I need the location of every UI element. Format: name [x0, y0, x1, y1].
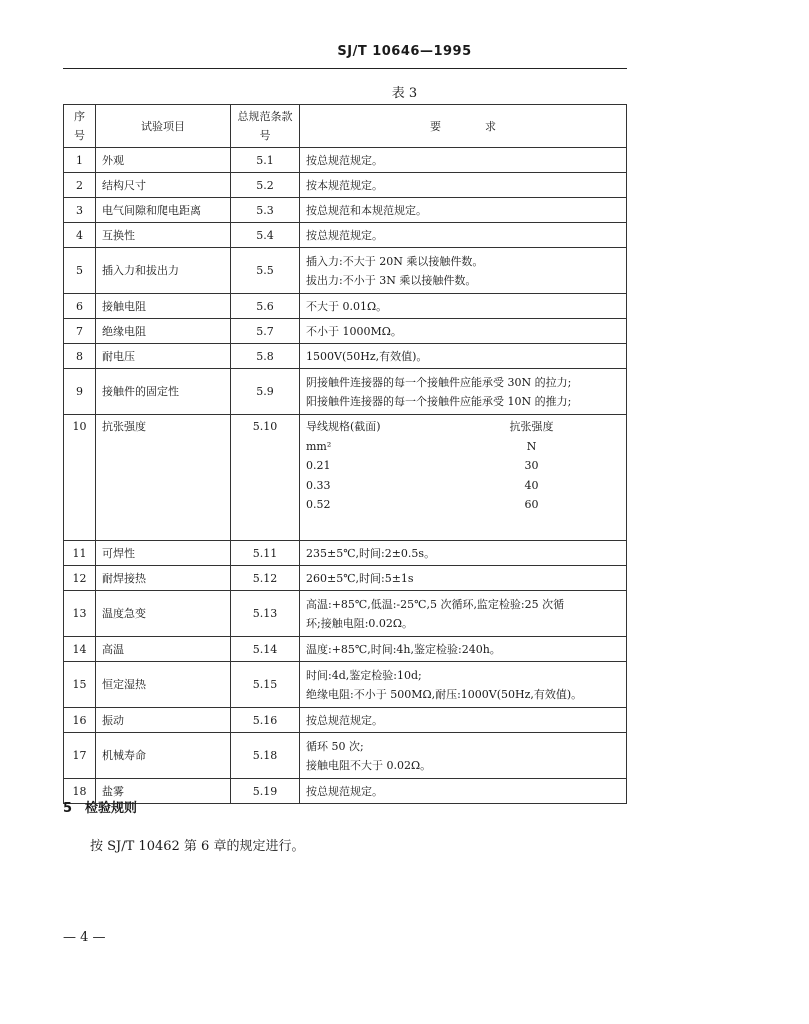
- table-row: [64, 319, 627, 344]
- cell-clause: 5.14: [231, 637, 300, 662]
- requirement-line: 接触电阻不大于 0.02Ω。: [306, 758, 432, 772]
- table-row: [64, 708, 627, 733]
- cell-requirement: [300, 662, 627, 708]
- cell-clause: 5.9: [231, 369, 300, 415]
- document-code: SJ/T 10646—1995: [337, 44, 472, 59]
- subtable-header-strength: 抗张强度: [509, 420, 554, 433]
- table-row: [64, 541, 627, 566]
- cell-no: 15: [64, 662, 96, 708]
- table-row: [64, 223, 627, 248]
- cell-no: 10: [64, 415, 96, 541]
- cell-clause: 5.18: [231, 733, 300, 779]
- cell-no: 6: [64, 294, 96, 319]
- col-header-clause: 总规范条款号: [231, 105, 300, 148]
- table-row: [64, 566, 627, 591]
- cell-no: 12: [64, 566, 96, 591]
- cell-requirement: [300, 415, 627, 541]
- cell-clause: 5.16: [231, 708, 300, 733]
- cell-clause: 5.2: [231, 173, 300, 198]
- table-row: [64, 369, 627, 415]
- cell-requirement: [300, 248, 627, 294]
- cell-clause: 5.13: [231, 591, 300, 637]
- cell-no: 4: [64, 223, 96, 248]
- cell-no: 17: [64, 733, 96, 779]
- cell-no: 7: [64, 319, 96, 344]
- tensile-strength-subtable: [306, 417, 620, 515]
- cell-test-item: 振动: [96, 708, 231, 733]
- table-row: [64, 294, 627, 319]
- cell-test-item: 机械寿命: [96, 733, 231, 779]
- table-row: [64, 637, 627, 662]
- cell-clause: 5.8: [231, 344, 300, 369]
- subtable-wire-size: 0.52: [306, 498, 331, 511]
- cell-test-item: 盐雾: [96, 779, 231, 804]
- cell-test-item: 互换性: [96, 223, 231, 248]
- cell-no: 2: [64, 173, 96, 198]
- cell-requirement: [300, 294, 627, 319]
- cell-no: 18: [64, 779, 96, 804]
- cell-test-item: 接触电阻: [96, 294, 231, 319]
- requirement-line: 235±5℃,时间:2±0.5s。: [306, 546, 436, 560]
- cell-no: 5: [64, 248, 96, 294]
- cell-requirement: [300, 591, 627, 637]
- section-body: 按 SJ/T 10462 第 6 章的规定进行。: [90, 839, 305, 854]
- cell-requirement: [300, 223, 627, 248]
- cell-clause: 5.4: [231, 223, 300, 248]
- cell-requirement: [300, 708, 627, 733]
- cell-clause: 5.11: [231, 541, 300, 566]
- cell-no: 3: [64, 198, 96, 223]
- cell-requirement: [300, 566, 627, 591]
- subtable-header-wire-size: 导线规格(截面): [306, 420, 381, 433]
- subtable-wire-size: 0.33: [306, 478, 331, 492]
- cell-requirement: [300, 369, 627, 415]
- cell-requirement: [300, 148, 627, 173]
- requirement-line: 温度:+85℃,时间:4h,鉴定检验:240h。: [306, 642, 501, 656]
- cell-clause: 5.7: [231, 319, 300, 344]
- requirement-line: 阳接触件连接器的每一个接触件应能承受 10N 的推力;: [306, 394, 572, 408]
- cell-clause: 5.3: [231, 198, 300, 223]
- cell-clause: 5.19: [231, 779, 300, 804]
- cell-test-item: 绝缘电阻: [96, 319, 231, 344]
- cell-requirement: [300, 173, 627, 198]
- cell-no: 13: [64, 591, 96, 637]
- requirements-table: [63, 104, 627, 804]
- subtable-unit-n: N: [526, 439, 537, 453]
- requirement-line: 按本规范规定。: [306, 178, 383, 192]
- cell-test-item: 插入力和拔出力: [96, 248, 231, 294]
- col-header-requirement: 要 求: [300, 105, 627, 148]
- subtable-strength: 30: [524, 459, 539, 472]
- requirement-line: 时间:4d,鉴定检验:10d;: [306, 668, 422, 682]
- cell-requirement: [300, 319, 627, 344]
- cell-requirement: [300, 637, 627, 662]
- cell-test-item: 接触件的固定性: [96, 369, 231, 415]
- table-caption: 表 3: [391, 86, 418, 101]
- cell-test-item: 温度急变: [96, 591, 231, 637]
- requirement-line: 不小于 1000MΩ。: [306, 324, 402, 338]
- subtable-strength: 40: [524, 478, 539, 492]
- requirement-line: 1500V(50Hz,有效值)。: [306, 349, 428, 363]
- subtable-unit-mm2: mm²: [306, 439, 332, 453]
- section-heading: 5 检验规则: [63, 801, 138, 816]
- requirement-line: 插入力:不大于 20N 乘以接触件数。: [306, 254, 484, 268]
- requirement-line: 按总规范和本规范规定。: [306, 203, 427, 217]
- requirement-line: 环;接触电阻:0.02Ω。: [306, 616, 414, 630]
- cell-clause: 5.5: [231, 248, 300, 294]
- cell-no: 14: [64, 637, 96, 662]
- cell-test-item: 抗张强度: [96, 415, 231, 541]
- table-row: [64, 148, 627, 173]
- requirement-line: 按总规范规定。: [306, 713, 383, 727]
- cell-test-item: 耐焊接热: [96, 566, 231, 591]
- requirement-line: 不大于 0.01Ω。: [306, 299, 388, 313]
- cell-no: 8: [64, 344, 96, 369]
- cell-test-item: 结构尺寸: [96, 173, 231, 198]
- cell-no: 9: [64, 369, 96, 415]
- page-number: — 4 —: [63, 930, 106, 945]
- cell-test-item: 可焊性: [96, 541, 231, 566]
- cell-test-item: 外观: [96, 148, 231, 173]
- table-row: [64, 415, 627, 541]
- requirement-line: 按总规范规定。: [306, 153, 383, 167]
- cell-requirement: [300, 733, 627, 779]
- col-header-item: 试验项目: [96, 105, 231, 148]
- cell-no: 1: [64, 148, 96, 173]
- cell-requirement: [300, 541, 627, 566]
- requirement-line: 按总规范规定。: [306, 228, 383, 242]
- requirement-line: 拔出力:不小于 3N 乘以接触件数。: [306, 273, 477, 287]
- cell-requirement: [300, 344, 627, 369]
- cell-no: 11: [64, 541, 96, 566]
- cell-requirement: [300, 779, 627, 804]
- table-row: [64, 248, 627, 294]
- subtable-strength: 60: [524, 498, 539, 511]
- table-row: [64, 591, 627, 637]
- cell-clause: 5.10: [231, 415, 300, 541]
- table-row: [64, 662, 627, 708]
- cell-test-item: 耐电压: [96, 344, 231, 369]
- cell-clause: 5.1: [231, 148, 300, 173]
- header-rule: [63, 68, 627, 69]
- table-header-row: [64, 105, 627, 148]
- table-row: [64, 344, 627, 369]
- table-row: [64, 173, 627, 198]
- col-header-no: 序号: [64, 105, 96, 148]
- requirement-line: 260±5℃,时间:5±1s: [306, 571, 414, 585]
- subtable-wire-size: 0.21: [306, 459, 331, 472]
- table-row: [64, 198, 627, 223]
- requirement-line: 循环 50 次;: [306, 739, 364, 753]
- cell-test-item: 电气间隙和爬电距离: [96, 198, 231, 223]
- cell-clause: 5.6: [231, 294, 300, 319]
- requirement-line: 按总规范规定。: [306, 784, 383, 798]
- requirement-line: 高温:+85℃,低温:-25℃,5 次循环,监定检验:25 次循: [306, 597, 565, 611]
- cell-test-item: 高温: [96, 637, 231, 662]
- table-row: [64, 779, 627, 804]
- cell-test-item: 恒定湿热: [96, 662, 231, 708]
- cell-no: 16: [64, 708, 96, 733]
- cell-clause: 5.15: [231, 662, 300, 708]
- cell-clause: 5.12: [231, 566, 300, 591]
- table-row: [64, 733, 627, 779]
- requirement-line: 阴接触件连接器的每一个接触件应能承受 30N 的拉力;: [306, 375, 572, 389]
- cell-requirement: [300, 198, 627, 223]
- requirement-line: 绝缘电阻:不小于 500MΩ,耐压:1000V(50Hz,有效值)。: [306, 687, 583, 701]
